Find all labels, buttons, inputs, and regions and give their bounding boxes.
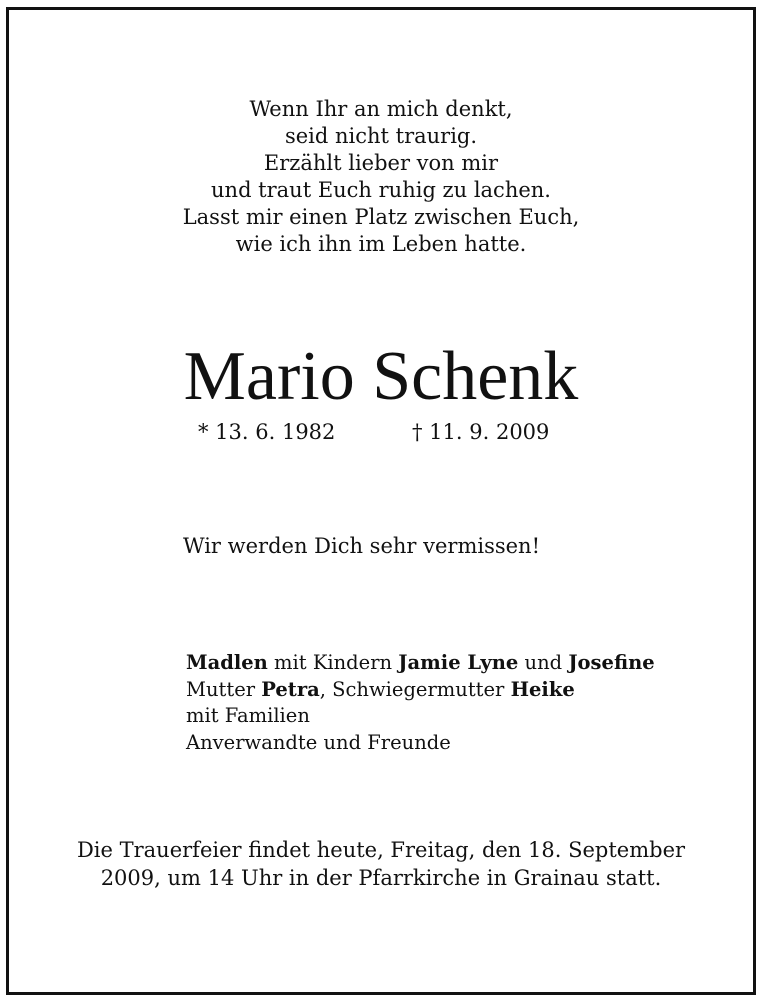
service-line: 2009, um 14 Uhr in der Pfarrkirche in Grainau statt. (100, 866, 662, 890)
poem-line: seid nicht traurig. (284, 124, 478, 148)
poem-line: Erzählt lieber von mir (263, 151, 499, 175)
mourner-name: Madlen (186, 651, 268, 674)
mourners-line (186, 677, 655, 704)
service-line: Die Trauerfeier findet heute, Freitag, den 18. September (76, 838, 686, 862)
mourners-text: Mutter (186, 677, 262, 701)
mourners-line: Anverwandte und Freunde (186, 730, 451, 754)
poem-line: Wenn Ihr an mich denkt, (249, 97, 513, 121)
mourners-line: mit Familien (186, 704, 310, 727)
deceased-name: Mario Schenk (183, 338, 579, 415)
mourner-name: Josefine (568, 651, 655, 674)
death-date: † 11. 9. 2009 (412, 420, 550, 444)
poem-line: und traut Euch ruhig zu lachen. (211, 178, 551, 202)
mourners-line (186, 650, 655, 677)
farewell-text: Wir werden Dich sehr vermissen! (183, 534, 541, 558)
birth-date: * 13. 6. 1982 (198, 420, 336, 444)
mourners-text: und (518, 651, 569, 674)
mourner-name: Jamie Lyne (398, 651, 519, 674)
poem-line: Lasst mir einen Platz zwischen Euch, (182, 205, 580, 229)
poem-line: wie ich ihn im Leben hatte. (235, 232, 527, 256)
mourner-name: Petra (261, 677, 320, 701)
mourners-text: mit Kindern (267, 651, 399, 674)
poem (0, 96, 762, 258)
mourners-text: , Schwiegermutter (319, 677, 511, 701)
mourners-list (186, 650, 655, 756)
mourner-name: Heike (510, 677, 575, 701)
service-info (0, 836, 762, 892)
